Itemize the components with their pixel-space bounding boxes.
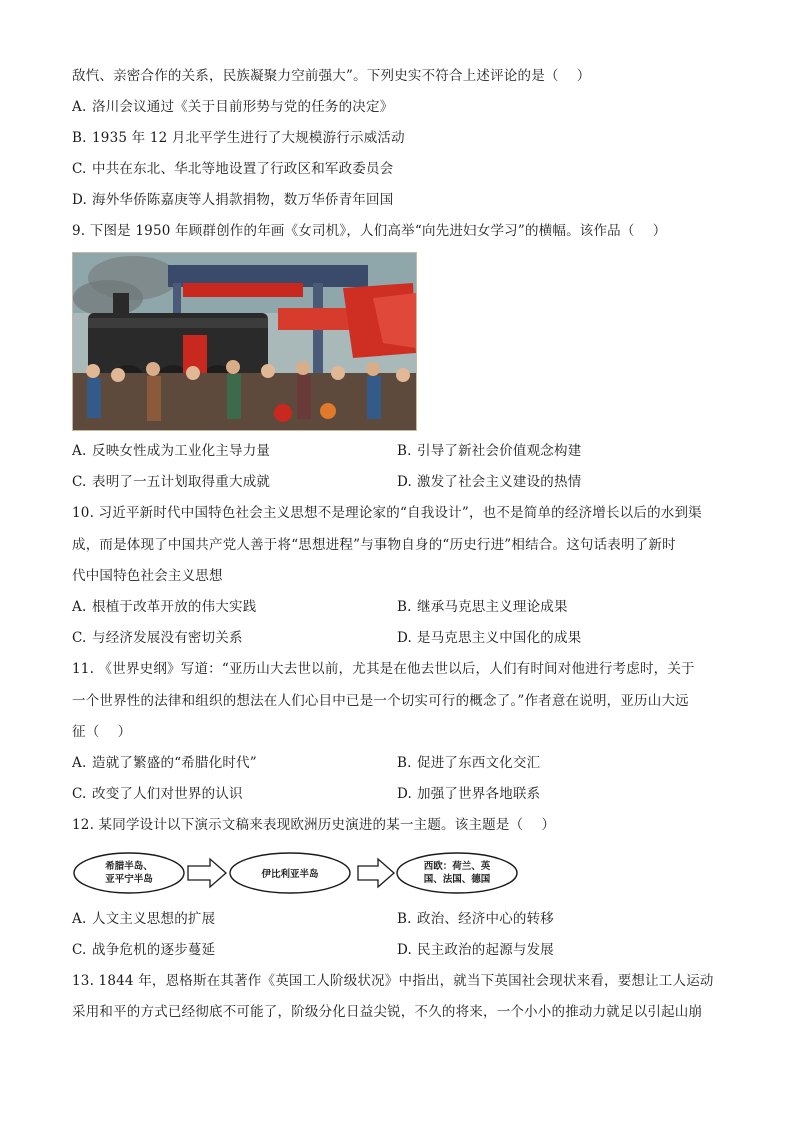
- q13-stem-line-1: 13. 1844 年，恩格斯在其著作《英国工人阶级状况》中指出，就当下英国社会现状来看，要想让工人运动: [72, 973, 714, 989]
- option-text: 继承马克思主义理论成果: [417, 599, 568, 615]
- flow-arrow-1: [188, 859, 226, 887]
- option-text: 改变了人们对世界的认识: [92, 786, 243, 802]
- option-text: 民主政治的起源与发展: [417, 942, 554, 958]
- option-label: C.: [72, 786, 87, 802]
- option-label: A.: [72, 99, 87, 115]
- option-text: 政治、经济中心的转移: [417, 911, 554, 927]
- q11-stem-line-2: 一个世界性的法律和组织的想法在人们心目中已是一个切实可行的概念了。”作者意在说明，亚历山大远: [72, 693, 689, 709]
- q11-option-b[interactable]: [397, 753, 540, 773]
- option-text: 洛川会议通过《关于目前形势与党的任务的决定》: [92, 99, 394, 115]
- poster-painting-image: [72, 252, 417, 431]
- option-label: B.: [397, 443, 412, 459]
- q9-option-a[interactable]: [72, 441, 270, 461]
- q13-stem-line-2: 采用和平的方式已经彻底不可能了，阶级分化日益尖锐，不久的将来，一个小小的推动力就足以引起山崩: [72, 1004, 703, 1020]
- option-label: D.: [72, 192, 88, 208]
- option-text: 促进了东西文化交汇: [417, 755, 541, 771]
- option-label: C.: [72, 161, 87, 177]
- option-label: A.: [72, 599, 87, 615]
- flow-node-western-europe: [397, 853, 517, 893]
- q10-stem-line-3: 代中国特色社会主义思想: [72, 568, 223, 584]
- option-text: 表明了一五计划取得重大成就: [92, 474, 271, 490]
- q12-option-d[interactable]: [397, 940, 554, 960]
- option-text: 1935 年 12 月北平学生进行了大规模游行示威活动: [92, 130, 405, 146]
- q10-option-d[interactable]: [397, 628, 581, 648]
- q9-option-b[interactable]: [397, 441, 581, 461]
- q10-option-a[interactable]: [72, 597, 256, 617]
- option-label: C.: [72, 630, 87, 646]
- option-label: C.: [72, 474, 87, 490]
- q12-option-b[interactable]: [397, 909, 554, 929]
- option-text: 引导了新社会价值观念构建: [417, 443, 582, 459]
- q10-stem-line-2: 成，而是体现了中国共产党人善于将“思想进程”与事物自身的“历史行进”相结合。这句话表明了新时: [72, 537, 676, 553]
- q11-option-c[interactable]: [72, 784, 243, 804]
- option-text: 反映女性成为工业化主导力量: [92, 443, 271, 459]
- q9-option-d[interactable]: [397, 472, 581, 492]
- q8-option-a[interactable]: [72, 97, 393, 117]
- q11-stem-line-3: 征（ ）: [72, 724, 132, 740]
- q10-option-b[interactable]: [397, 597, 568, 617]
- q11-option-d[interactable]: [397, 784, 540, 804]
- option-label: A.: [72, 911, 87, 927]
- option-text: 是马克思主义中国化的成果: [417, 630, 582, 646]
- option-label: B.: [72, 130, 87, 146]
- flow-node-western-europe-line-2: 国、法国、德国: [423, 874, 491, 885]
- option-text: 激发了社会主义建设的热情: [417, 474, 582, 490]
- option-label: A.: [72, 755, 87, 771]
- option-label: A.: [72, 443, 87, 459]
- option-label: B.: [397, 599, 412, 615]
- option-text: 海外华侨陈嘉庚等人捐款捐物，数万华侨青年回国: [92, 192, 394, 208]
- option-label: D.: [397, 942, 413, 958]
- q8-option-c[interactable]: [72, 159, 393, 179]
- option-text: 与经济发展没有密切关系: [92, 630, 243, 646]
- q10-option-c[interactable]: [72, 628, 243, 648]
- flow-node-iberia-label: 伊比利亚半岛: [261, 869, 319, 880]
- q12-option-a[interactable]: [72, 909, 215, 929]
- q9-option-c[interactable]: [72, 472, 270, 492]
- option-label: B.: [397, 755, 412, 771]
- flow-diagram: [72, 848, 552, 898]
- q8-option-b[interactable]: [72, 128, 405, 148]
- q9-stem: 9. 下图是 1950 年顾群创作的年画《女司机》，人们高举“向先进妇女学习”的横幅。该作品（ ）: [72, 223, 667, 239]
- q11-stem-line-1: 11. 《世界史纲》写道：“亚历山大去世以前，尤其是在他去世以后，人们有时间对他进行考虑时，关于: [72, 661, 695, 677]
- option-text: 根植于改革开放的伟大实践: [92, 599, 257, 615]
- option-label: D.: [397, 630, 413, 646]
- q8-option-d[interactable]: [72, 190, 393, 210]
- option-text: 战争危机的逐步蔓延: [92, 942, 216, 958]
- option-text: 中共在东北、华北等地设置了行政区和军政委员会: [92, 161, 394, 177]
- q12-option-c[interactable]: [72, 940, 215, 960]
- option-text: 人文主义思想的扩展: [92, 911, 216, 927]
- flow-node-greece-italy: [74, 853, 184, 893]
- option-text: 造就了繁盛的“希腊化时代”: [92, 755, 257, 771]
- flow-node-western-europe-line-1: 西欧：荷兰、英: [423, 861, 491, 872]
- q11-option-a[interactable]: [72, 753, 257, 773]
- q12-stem: 12. 某同学设计以下演示文稿来表现欧洲历史演进的某一主题。该主题是（ ）: [72, 817, 556, 833]
- option-label: C.: [72, 942, 87, 958]
- option-text: 加强了世界各地联系: [417, 786, 541, 802]
- flow-node-greece-italy-line-1: 希腊半岛、: [105, 861, 153, 872]
- option-label: D.: [397, 474, 413, 490]
- flow-node-greece-italy-line-2: 亚平宁半岛: [105, 874, 153, 885]
- q8-stem: 敌忾、亲密合作的关系，民族凝聚力空前强大”。下列史实不符合上述评论的是（ ）: [72, 68, 591, 84]
- flow-arrow-2: [358, 859, 394, 887]
- option-label: D.: [397, 786, 413, 802]
- q10-stem-line-1: 10. 习近平新时代中国特色社会主义思想不是理论家的“自我设计”，也不是简单的经济增长以后的水到渠: [72, 505, 702, 521]
- option-label: B.: [397, 911, 412, 927]
